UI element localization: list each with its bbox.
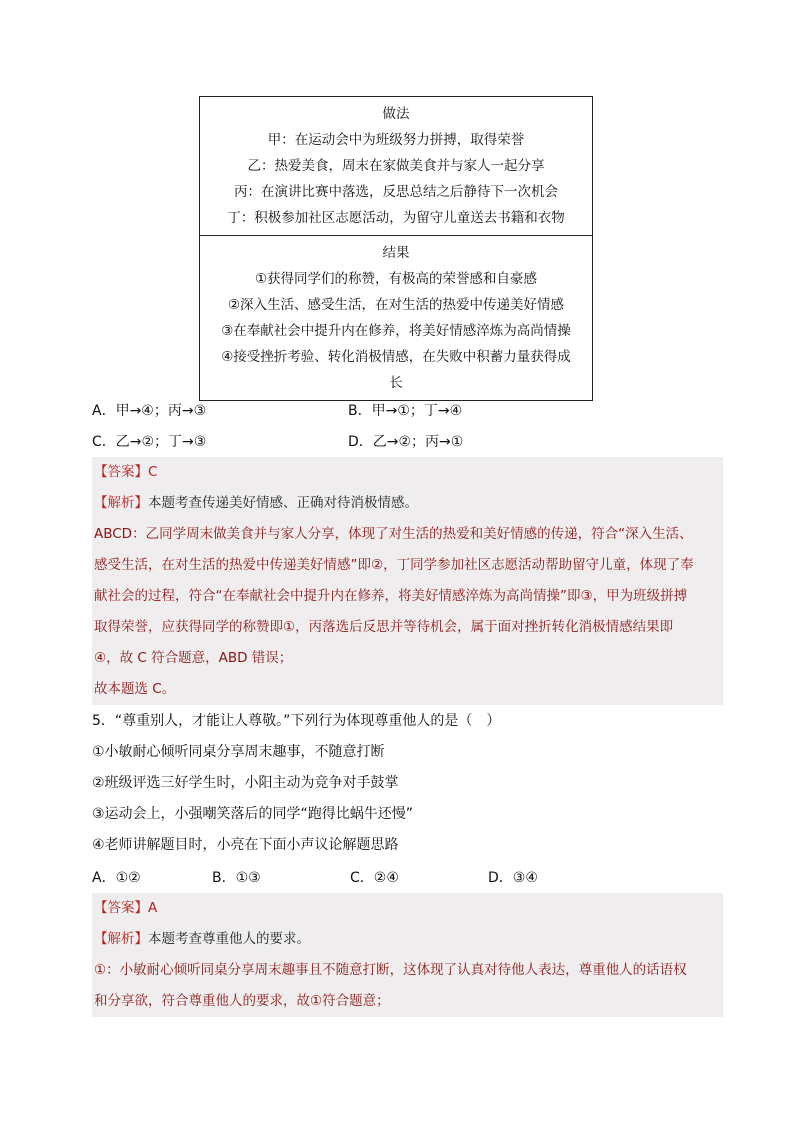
q5-option-d[interactable]: D．③④ xyxy=(488,869,538,886)
practice-result-table xyxy=(199,96,593,401)
q4-option-c[interactable]: C．乙→②；丁→③ xyxy=(92,433,207,450)
practice-bing: 丙：在演讲比赛中落选，反思总结之后静待下一次机会 xyxy=(234,184,558,200)
practice-yi: 乙：热爱美食，周末在家做美食并与家人一起分享 xyxy=(247,158,545,174)
table-heading-result: 结果 xyxy=(382,245,410,261)
q5-option-c[interactable]: C．②④ xyxy=(350,869,399,886)
result-4-continued: 长 xyxy=(389,375,403,391)
answer-value: A xyxy=(148,900,158,916)
q5-stem: 5．“尊重别人，才能让人尊敬。”下列行为体现尊重他人的是（ ） xyxy=(92,713,501,729)
q5-item-3: ③运动会上，小强嘲笑落后的同学“跑得比蜗牛还慢” xyxy=(92,806,414,822)
q4-options xyxy=(92,394,732,456)
analysis-text: 本题考查传递美好情感、正确对待消极情感。 xyxy=(148,495,418,511)
q5-detail-1: ①：小敏耐心倾听同桌分享周末趣事且不随意打断，这体现了认真对待他人表达，尊重他人的话语权 xyxy=(94,962,687,978)
analysis-tag: 【解析】 xyxy=(94,931,148,947)
q5-option-b[interactable]: B．①③ xyxy=(212,869,261,886)
q4-detail-2: 感受生活，在对生活的热爱中传递美好情感”即②，丁同学参加社区志愿活动帮助留守儿童，体现了奉 xyxy=(94,557,694,573)
q4-conclusion: 故本题选 C。 xyxy=(94,681,176,697)
q5-options xyxy=(92,861,732,892)
result-1: ①获得同学们的称赞，有极高的荣誉感和自豪感 xyxy=(254,271,538,287)
question-5 xyxy=(92,706,732,892)
q5-detail-2: 和分享欲，符合尊重他人的要求，故①符合题意； xyxy=(94,993,390,1009)
q5-answer-block xyxy=(92,893,723,1017)
q4-detail-5: ④，故 C 符合题意，ABD 错误； xyxy=(94,650,293,666)
q5-item-2: ②班级评选三好学生时，小阳主动为竞争对手鼓掌 xyxy=(92,775,399,791)
result-3: ③在奉献社会中提升内在修养，将美好情感淬炼为高尚情操 xyxy=(221,323,571,339)
result-4: ④接受挫折考验、转化消极情感，在失败中积蓄力量获得成 xyxy=(221,349,571,365)
q5-answer-line xyxy=(92,893,723,924)
q5-analysis-line xyxy=(92,924,723,955)
q4-answer-line xyxy=(92,457,723,488)
practice-jia: 甲：在运动会中为班级努力拼搏，取得荣誉 xyxy=(267,132,525,148)
answer-tag: 【答案】 xyxy=(94,900,148,916)
q5-option-a[interactable]: A．①② xyxy=(92,869,141,886)
analysis-text: 本题考查尊重他人的要求。 xyxy=(148,931,310,947)
q5-item-1: ①小敏耐心倾听同桌分享周末趣事，不随意打断 xyxy=(92,744,385,760)
q4-option-d[interactable]: D．乙→②；丙→① xyxy=(348,433,464,450)
table-heading-practice: 做法 xyxy=(382,106,410,122)
answer-tag: 【答案】 xyxy=(94,464,148,480)
q4-analysis-line xyxy=(92,488,723,519)
q4-detail-3: 献社会的过程，符合“在奉献社会中提升内在修养，将美好情感淬炼为高尚情操”即③，甲为班级拼搏 xyxy=(94,588,688,604)
q5-item-4: ④老师讲解题目时，小亮在下面小声议论解题思路 xyxy=(92,837,399,853)
q4-detail-4: 取得荣誉，应获得同学的称赞即①，丙落选后反思并等待机会，属于面对挫折转化消极情感结果即 xyxy=(94,619,674,635)
result-2: ②深入生活、感受生活，在对生活的热爱中传递美好情感 xyxy=(227,297,565,313)
practice-ding: 丁：积极参加社区志愿活动，为留守儿童送去书籍和衣物 xyxy=(227,210,565,226)
table-cell-practice xyxy=(200,97,592,235)
answer-value: C xyxy=(148,464,158,480)
q4-option-a[interactable]: A．甲→④；丙→③ xyxy=(92,402,207,419)
q4-option-b[interactable]: B．甲→①；丁→④ xyxy=(348,402,463,419)
q4-answer-block xyxy=(92,457,723,705)
table-cell-result xyxy=(200,235,592,400)
q4-detail-1: ABCD：乙同学周末做美食并与家人分享，体现了对生活的热爱和美好情感的传递，符合“深入生活、 xyxy=(94,526,693,542)
analysis-tag: 【解析】 xyxy=(94,495,148,511)
